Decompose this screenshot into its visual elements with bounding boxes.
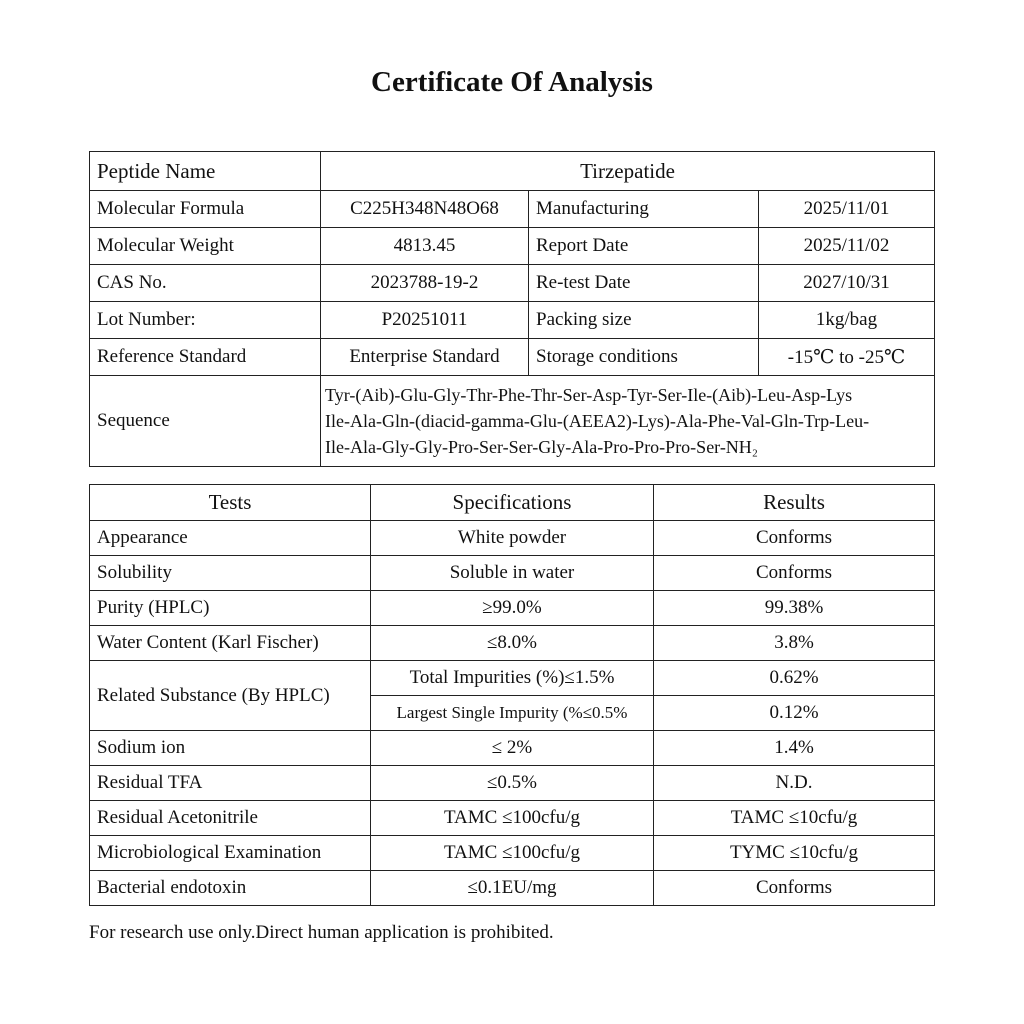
column-header-results: Results [654,485,935,521]
test-result: 1.4% [654,731,935,766]
sequence-value [321,376,935,467]
test-result: 99.38% [654,591,935,626]
info-value: Enterprise Standard [321,339,529,376]
info-value: 2027/10/31 [759,265,935,302]
product-info-table [89,151,935,467]
disclaimer-text: For research use only.Direct human application is prohibited. [89,922,554,943]
column-header-tests: Tests [90,485,371,521]
info-row [90,265,935,302]
test-spec: ≥99.0% [371,591,654,626]
sequence-line: Ile-Ala-Gln-(diacid-gamma-Glu-(AEEA2)-Lys)-Ala-Phe-Val-Gln-Trp-Leu- [325,411,870,431]
info-row [90,191,935,228]
info-value: 1kg/bag [759,302,935,339]
test-name: Residual Acetonitrile [90,801,371,836]
info-label: Molecular Formula [90,191,321,228]
test-name: Purity (HPLC) [90,591,371,626]
info-label: Reference Standard [90,339,321,376]
info-value: 2025/11/02 [759,228,935,265]
table-header-row [90,485,935,521]
info-row [90,339,935,376]
info-label: CAS No. [90,265,321,302]
test-spec: Largest Single Impurity (%≤0.5% [371,696,654,731]
page-title: Certificate Of Analysis [371,66,653,98]
table-row [90,836,935,871]
info-value: P20251011 [321,302,529,339]
test-spec: White powder [371,521,654,556]
test-result: 0.62% [654,661,935,696]
info-value: 4813.45 [321,228,529,265]
test-spec: Total Impurities (%)≤1.5% [371,661,654,696]
table-row [90,766,935,801]
test-spec: ≤0.5% [371,766,654,801]
sequence-row [90,376,935,467]
info-label: Manufacturing [529,191,759,228]
test-spec: TAMC ≤100cfu/g [371,801,654,836]
test-result: TYMC ≤10cfu/g [654,836,935,871]
peptide-name-row [90,152,935,191]
test-name: Appearance [90,521,371,556]
test-spec: TAMC ≤100cfu/g [371,836,654,871]
table-row [90,626,935,661]
test-spec: Soluble in water [371,556,654,591]
info-label: Lot Number: [90,302,321,339]
test-name: Sodium ion [90,731,371,766]
info-row [90,228,935,265]
test-name: Water Content (Karl Fischer) [90,626,371,661]
test-result: TAMC ≤10cfu/g [654,801,935,836]
test-result: Conforms [654,521,935,556]
test-name: Related Substance (By HPLC) [90,661,371,731]
info-value: C225H348N48O68 [321,191,529,228]
table-row [90,556,935,591]
test-result: N.D. [654,766,935,801]
info-label: Molecular Weight [90,228,321,265]
table-row [90,801,935,836]
test-name: Microbiological Examination [90,836,371,871]
test-spec: ≤ 2% [371,731,654,766]
info-value: 2025/11/01 [759,191,935,228]
sequence-label: Sequence [90,376,321,467]
table-row [90,661,935,696]
test-spec: ≤0.1EU/mg [371,871,654,906]
test-result: Conforms [654,556,935,591]
test-result: 0.12% [654,696,935,731]
column-header-specifications: Specifications [371,485,654,521]
info-label: Report Date [529,228,759,265]
info-value: 2023788-19-2 [321,265,529,302]
test-name: Solubility [90,556,371,591]
peptide-name-value: Tirzepatide [321,152,935,191]
test-result: 3.8% [654,626,935,661]
peptide-name-label: Peptide Name [90,152,321,191]
info-label: Re-test Date [529,265,759,302]
info-value: -15℃ to -25℃ [759,339,935,376]
info-row [90,302,935,339]
test-result: Conforms [654,871,935,906]
table-row [90,871,935,906]
table-row [90,521,935,556]
info-label: Storage conditions [529,339,759,376]
sequence-line: Tyr-(Aib)-Glu-Gly-Thr-Phe-Thr-Ser-Asp-Tyr-Ser-Ile-(Aib)-Leu-Asp-Lys [325,385,853,405]
test-results-table [89,484,935,906]
table-row [90,731,935,766]
info-label: Packing size [529,302,759,339]
sequence-line: Ile-Ala-Gly-Gly-Pro-Ser-Ser-Gly-Ala-Pro-Pro-Pro-Ser-NH₂ [325,437,759,457]
test-name: Residual TFA [90,766,371,801]
table-row [90,591,935,626]
test-name: Bacterial endotoxin [90,871,371,906]
test-spec: ≤8.0% [371,626,654,661]
